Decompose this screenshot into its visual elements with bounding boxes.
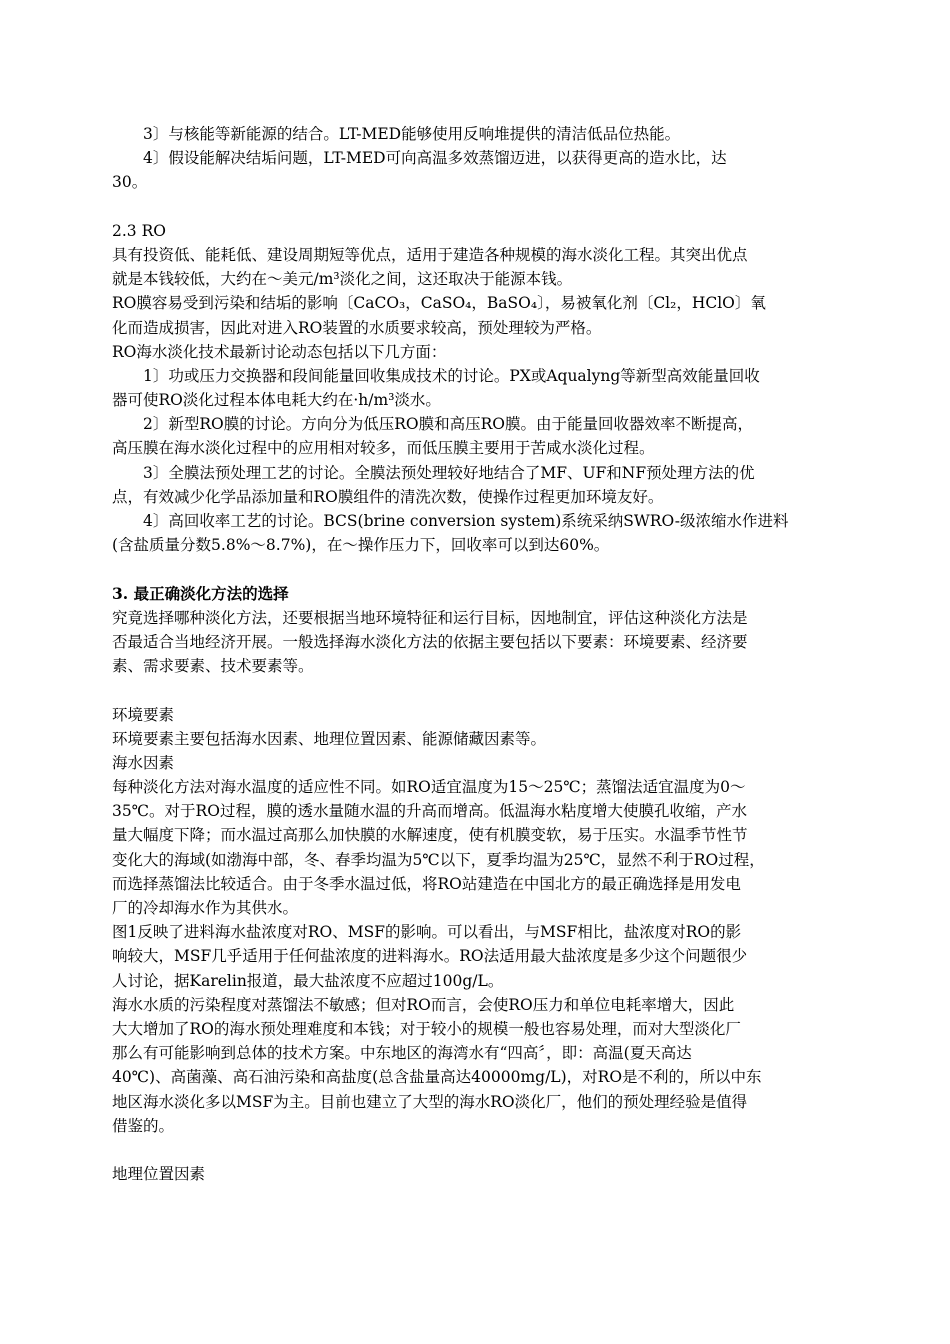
paragraph-line: 就是本钱较低，大约在～美元/m³淡化之间，这还取决于能源本钱。 [112, 270, 573, 289]
paragraph-line: 海水水质的污染程度对蒸馏法不敏感；但对RO而言，会使RO压力和单位电耗率增大，因此 [112, 995, 735, 1014]
paragraph-line: 40℃)、高菌藻、高石油污染和高盐度(总含盐量高达40000mg/L)，对RO是不利的，所以中东 [112, 1068, 762, 1087]
paragraph-line: 那么有可能影响到总体的技术方案。中东地区的海湾水有“四高〞，即：高温(夏天高达 [112, 1044, 692, 1063]
list-item-continuation: 器可使RO淡化过程本体电耗大约在·h/m³淡水。 [112, 391, 441, 410]
paragraph-line: 而选择蒸馏法比较适合。由于冬季水温过低，将RO站建造在中国北方的最正确选择是用发电 [112, 874, 741, 893]
section-heading: 2.3 RO [112, 221, 166, 240]
paragraph-line: 环境要素主要包括海水因素、地理位置因素、能源储藏因素等。 [112, 729, 547, 748]
paragraph-line: RO海水淡化技术最新讨论动态包括以下几方面： [112, 342, 447, 361]
list-item: 4〕假设能解决结垢问题，LT-MED可向高温多效蒸馏迈进，以获得更高的造水比，达 [143, 149, 727, 168]
list-item: 4〕高回收率工艺的讨论。BCS(brine conversion system)系统采纳SWRO-级浓缩水作进料 [143, 512, 789, 530]
paragraph-line: 厂的冷却海水作为其供水。 [112, 899, 299, 917]
paragraph-line: 量大幅度下降；而水温过高那么加快膜的水解速度，使有机膜变软，易于压实。水温季节性节 [112, 826, 748, 845]
paragraph-line: 地区海水淡化多以MSF为主。目前也建立了大型的海水RO淡化厂，他们的预处理经验是值得 [112, 1092, 748, 1111]
list-item-continuation: 高压膜在海水淡化过程中的应用相对较多，而低压膜主要用于苦咸水淡化过程。 [112, 439, 655, 458]
paragraph-line: 究竟选择哪种淡化方法，还要根据当地环境特征和运行目标，因地制宜，评估这种淡化方法是 [112, 608, 748, 627]
paragraph-line: 大大增加了RO的海水预处理难度和本钱；对于较小的规模一般也容易处理，而对大型淡化厂 [112, 1019, 741, 1038]
paragraph-line: RO膜容易受到污染和结垢的影响〔CaCO₃，CaSO₄，BaSO₄〕，易被氧化剂〔Cl₂，HClO〕氧 [112, 294, 766, 313]
paragraph-line: 响较大，MSF几乎适用于任何盐浓度的进料海水。RO法适用最大盐浓度是多少这个问题很少 [112, 947, 748, 966]
paragraph-line: 具有投资低、能耗低、建设周期短等优点，适用于建造各种规模的海水淡化工程。其突出优点 [112, 245, 748, 264]
list-item-continuation: 30。 [112, 173, 148, 192]
spacer [112, 195, 842, 219]
list-item: 3〕与核能等新能源的结合。LT-MED能够使用反响堆提供的清洁低品位热能。 [143, 125, 681, 143]
paragraph-line: 化而造成损害，因此对进入RO装置的水质要求较高，预处理较为严格。 [112, 318, 602, 337]
spacer [112, 678, 842, 702]
paragraph-line: 素、需求要素、技术要素等。 [112, 657, 314, 676]
subsection-heading: 环境要素 [112, 705, 175, 724]
paragraph-line: 35℃。对于RO过程，膜的透水量随水温的升高而增高。低温海水粘度增大使膜孔收缩，产水 [112, 802, 747, 821]
list-item-continuation: (含盐质量分数5.8%～8.7%)，在～操作压力下，回收率可以到达60%。 [112, 536, 610, 555]
paragraph-line: 图1反映了进料海水盐浓度对RO、MSF的影响。可以看出，与MSF相比，盐浓度对RO的影 [112, 923, 742, 942]
section-heading: 3. 最正确淡化方法的选择 [112, 583, 289, 603]
spacer [112, 1138, 842, 1162]
list-item-continuation: 点，有效减少化学品添加量和RO膜组件的清洗次数，使操作过程更加环境友好。 [112, 487, 664, 506]
paragraph-line: 变化大的海域(如渤海中部，冬、春季均温为5℃以下，夏季均温为25℃，显然不利于RO过程， [112, 850, 765, 869]
paragraph-line: 借鉴的。 [112, 1116, 175, 1135]
paragraph-line: 否最适合当地经济开展。一般选择海水淡化方法的依据主要包括以下要素：环境要素、经济要 [112, 632, 748, 651]
subsection-heading: 地理位置因素 [112, 1165, 206, 1184]
document-body [112, 122, 842, 1186]
paragraph-line: 每种淡化方法对海水温度的适应性不同。如RO适宜温度为15～25℃；蒸馏法适宜温度为0～ [112, 778, 746, 797]
list-item: 1〕功或压力交换器和段间能量回收集成技术的讨论。PX或Aqualyng等新型高效能量回收 [143, 366, 760, 385]
subsection-heading: 海水因素 [112, 753, 175, 772]
paragraph-line: 人讨论，据Karelin报道，最大盐浓度不应超过100g/L。 [112, 971, 504, 990]
spacer [112, 557, 842, 581]
list-item: 3〕全膜法预处理工艺的讨论。全膜法预处理较好地结合了MF、UF和NF预处理方法的优 [143, 463, 755, 482]
list-item: 2〕新型RO膜的讨论。方向分为低压RO膜和高压RO膜。由于能量回收器效率不断提高， [143, 415, 753, 434]
